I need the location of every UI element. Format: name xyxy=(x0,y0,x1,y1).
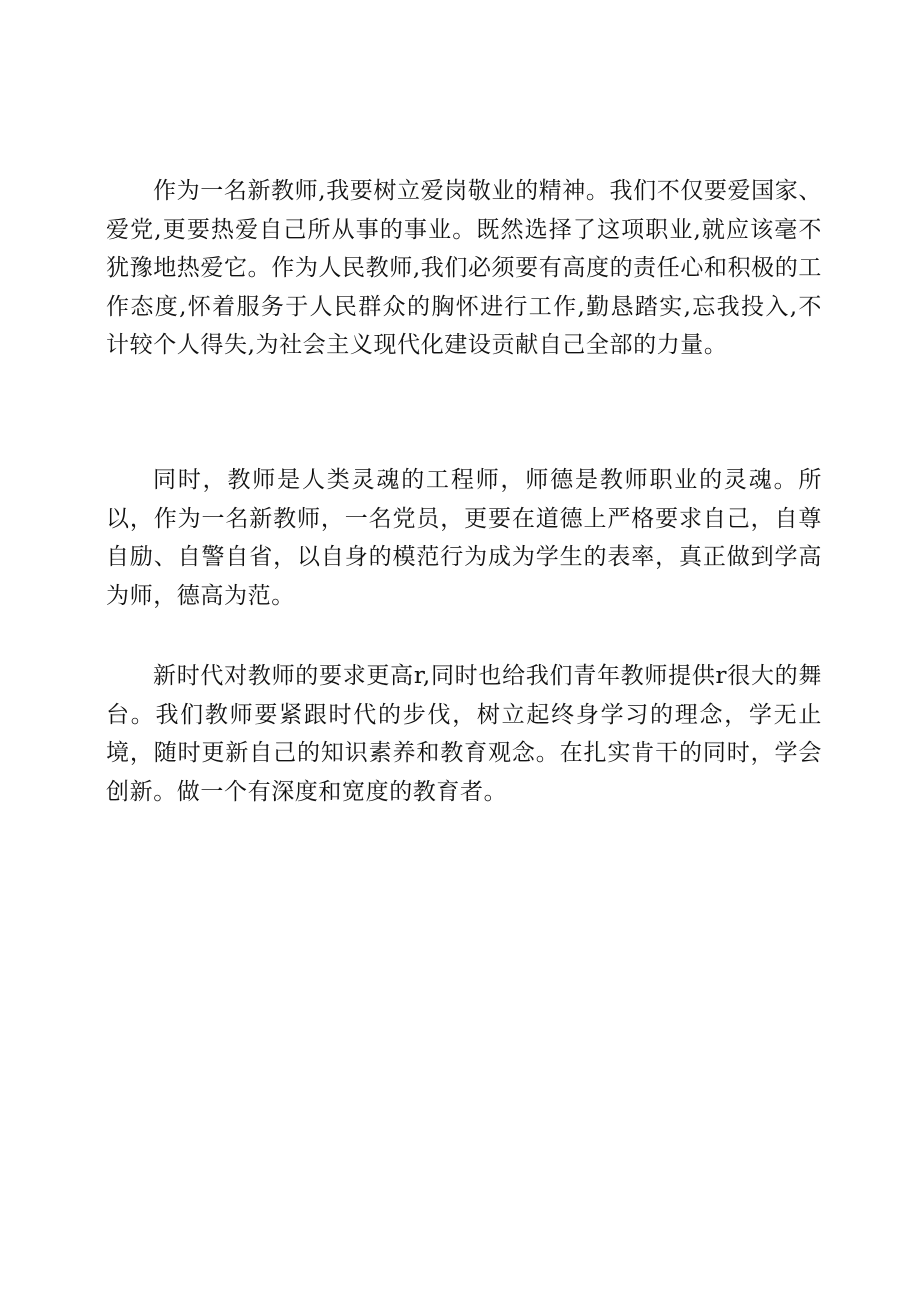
paragraph-teacher-ethics: 同时，教师是人类灵魂的工程师，师德是教师职业的灵魂。所以，作为一名新教师，一名党员，更要在道德上严格要求自己，自尊自励、自警自省，以自身的模范行为成为学生的表率，真正做到学高为师，德高为范。 xyxy=(106,467,822,609)
paragraph-lifelong-learning: 新时代对教师的要求更高r,同时也给我们青年教师提供r很大的舞台。我们教师要紧跟时代的步伐，树立起终身学习的理念，学无止境，随时更新自己的知识素养和教育观念。在扎实肯干的同时，学会创新。做一个有深度和宽度的教育者。 xyxy=(106,663,822,805)
paragraph-love-of-profession: 作为一名新教师,我要树立爱岗敬业的精神。我们不仅要爱国家、爱党,更要热爱自己所从事的事业。既然选择了这项职业,就应该毫不犹豫地热爱它。作为人民教师,我们必须要有高度的责任心和积极的工作态度,怀着服务于人民群众的胸怀进行工作,勤恳踏实,忘我投入,不计较个人得失,为社会主义现代化建设贡献自己全部的力量。 xyxy=(106,178,822,358)
